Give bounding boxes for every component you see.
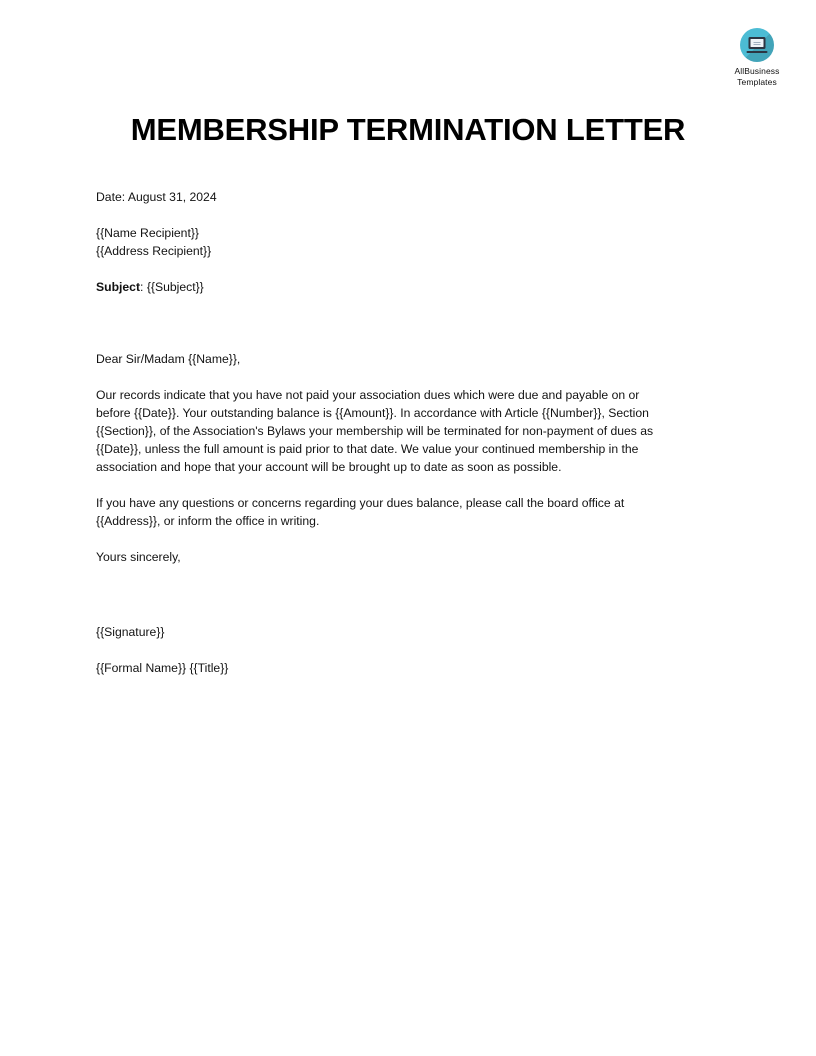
paragraph-line: {{Section}}, of the Association's Bylaws your membership will be terminated for non-payment of dues as: [96, 424, 654, 438]
logo-wordmark: [714, 66, 800, 88]
screen-line: [754, 44, 761, 45]
salutation-line: Dear Sir/Madam {{Name}},: [96, 352, 241, 366]
logo-wordmark-line-2: Templates: [737, 77, 777, 87]
logo-badge-circle: [740, 28, 774, 62]
body-paragraph-2: [96, 494, 720, 530]
paragraph-line: before {{Date}}. Your outstanding balance is {{Amount}}. In accordance with Article {{Number}}, Section: [96, 406, 649, 420]
paragraph-line: {{Date}}, unless the full amount is paid prior to that date. We value your continued membership in the: [96, 442, 639, 456]
spacer: [96, 530, 720, 548]
spacer: [96, 206, 720, 224]
paragraph-line: If you have any questions or concerns regarding your dues balance, please call the board office at: [96, 496, 625, 510]
recipient-address-line: {{Address Recipient}}: [96, 244, 212, 258]
recipient-name-line: {{Name Recipient}}: [96, 226, 199, 240]
letter-body: [96, 188, 720, 677]
spacer: [96, 368, 720, 386]
closing-line: Yours sincerely,: [96, 550, 181, 564]
screen-line: [754, 42, 761, 43]
page-title: MEMBERSHIP TERMINATION LETTER: [130, 112, 686, 147]
subject-separator: :: [140, 280, 147, 294]
logo-wordmark-line-1: AllBusiness: [734, 66, 780, 76]
laptop-lid: [749, 37, 766, 49]
laptop-base: [747, 51, 768, 54]
paragraph-line: {{Address}}, or inform the office in writing.: [96, 514, 320, 528]
spacer: [96, 566, 720, 623]
laptop-icon: [747, 37, 768, 53]
spacer: [96, 476, 720, 494]
date-line: Date: August 31, 2024: [96, 190, 217, 204]
body-paragraph-1: [96, 386, 720, 476]
formal-name-title-line: {{Formal Name}} {{Title}}: [96, 661, 229, 675]
spacer: [96, 641, 720, 659]
spacer: [96, 260, 720, 278]
subject-value: {{Subject}}: [146, 280, 204, 294]
signature-placeholder: {{Signature}}: [96, 625, 165, 639]
subject-line: [96, 278, 720, 296]
allbusiness-templates-logo: [714, 28, 800, 88]
subject-label: Subject: [96, 280, 141, 294]
laptop-screen: [751, 39, 764, 47]
paragraph-line: association and hope that your account will be brought up to date as soon as possible.: [96, 460, 562, 474]
paragraph-line: Our records indicate that you have not paid your association dues which were due and payable on or: [96, 388, 640, 402]
spacer: [96, 296, 720, 350]
